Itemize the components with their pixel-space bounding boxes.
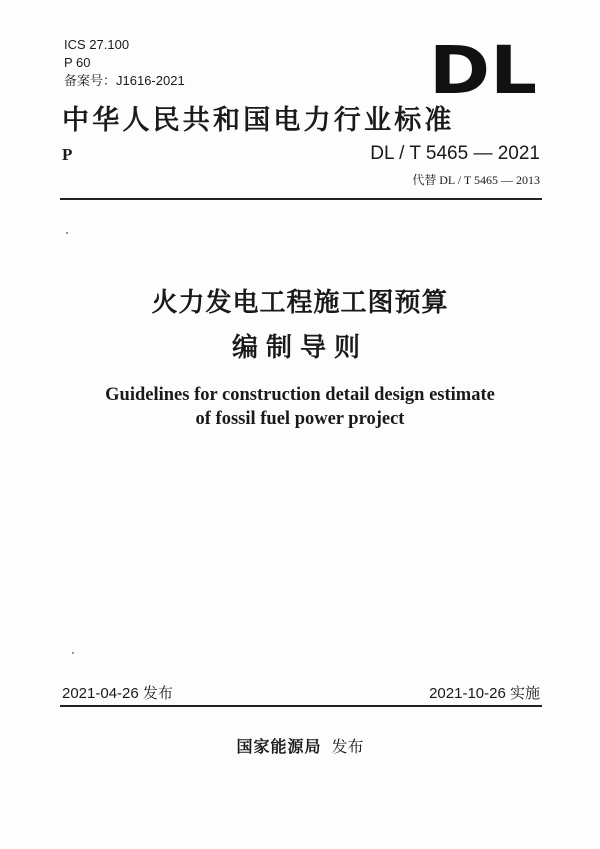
classification-block <box>64 36 185 90</box>
ics-code: ICS 27.100 <box>64 37 130 52</box>
implement-date: 2021-10-26 实施 <box>429 685 540 702</box>
dl-logo <box>428 40 538 98</box>
scan-speck <box>72 652 74 654</box>
ccs-code: P 60 <box>64 55 91 70</box>
replaces-note: 代替 DL / T 5465 — 2013 <box>412 173 540 187</box>
header-divider <box>60 198 542 200</box>
standard-code: DL / T 5465 — 2021 <box>370 143 540 164</box>
scan-speck <box>66 232 68 234</box>
dl-logo-text: DL <box>429 40 537 98</box>
record-number: 备案号：J1616-2021 <box>64 73 185 88</box>
footer-divider <box>60 705 542 707</box>
publisher-org: 国家能源局 <box>236 737 322 756</box>
publisher-line <box>0 734 600 757</box>
publisher-action: 发布 <box>331 737 364 756</box>
title-en-line2: of fossil fuel power project <box>195 409 405 429</box>
title-zh-line1: 火力发电工程施工图预算 <box>151 288 449 318</box>
category-code: P <box>62 145 73 164</box>
title-zh-line2: 编制导则 <box>231 333 368 363</box>
issue-date: 2021-04-26 发布 <box>62 685 173 702</box>
title-en-line1: Guidelines for construction detail design estimate <box>105 385 495 405</box>
standard-title: 中华人民共和国电力行业标准 <box>62 105 455 136</box>
